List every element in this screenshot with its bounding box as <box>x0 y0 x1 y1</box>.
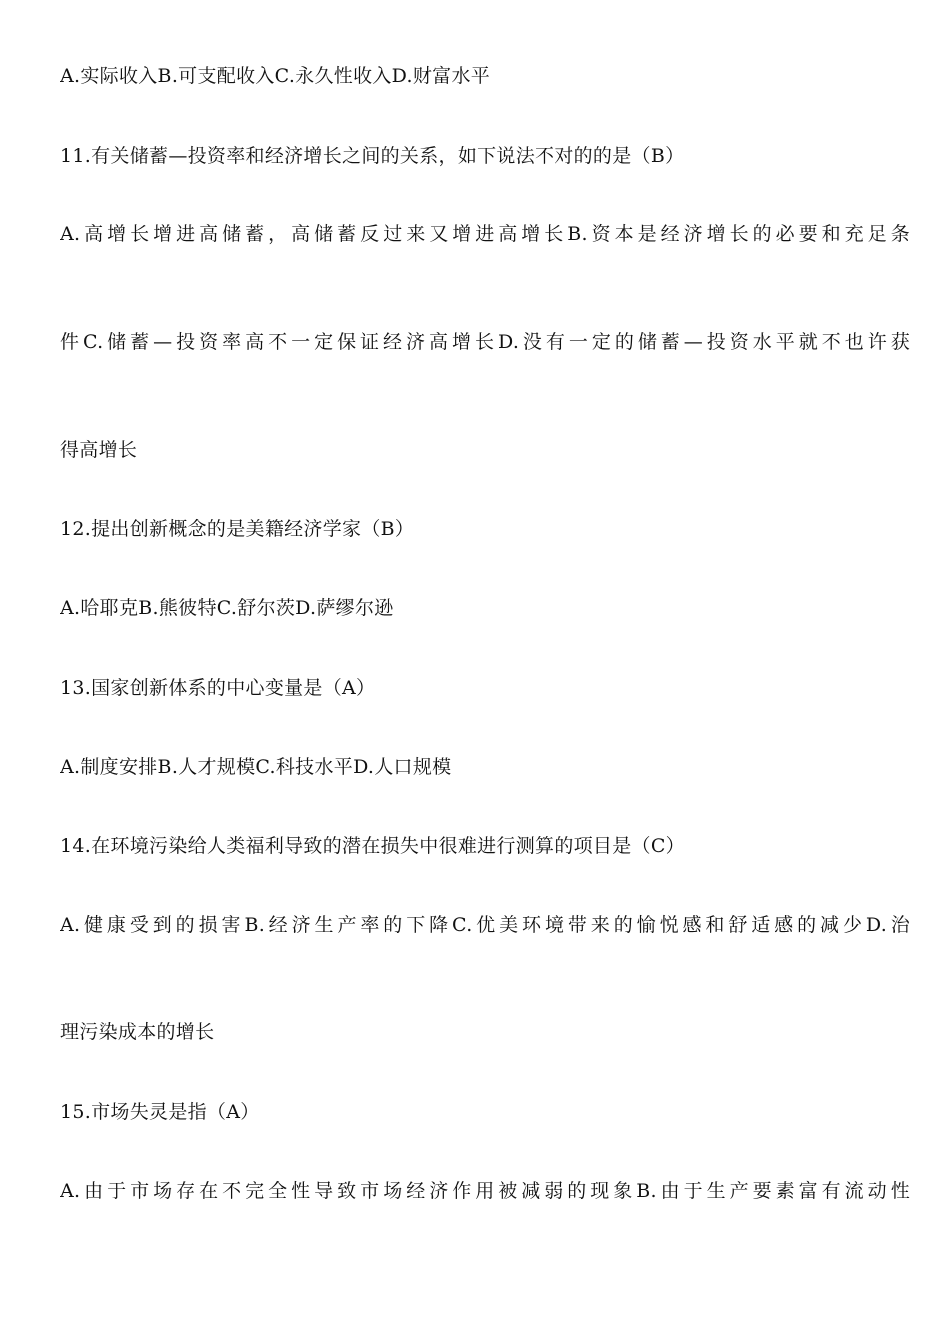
q11-options-line2: 件C.储蓄—投资率高不一定保证经济高增长D.没有一定的储蓄—投资水平就不也许获 <box>60 331 910 353</box>
q12-question: 12.提出创新概念的是美籍经济学家（B） <box>60 518 415 540</box>
q14-question: 14.在环境污染给人类福利导致的潜在损失中很难进行测算的项目是（C） <box>60 835 685 857</box>
q11-options-line3: 得高增长 <box>60 439 138 461</box>
q13-question: 13.国家创新体系的中心变量是（A） <box>60 677 376 699</box>
q15-question: 15.市场失灵是指（A） <box>60 1101 260 1123</box>
q11-options-line1: A.高增长增进高储蓄，高储蓄反过来又增进高增长B.资本是经济增长的必要和充足条 <box>60 223 910 245</box>
q13-options: A.制度安排B.人才规模C.科技水平D.人口规模 <box>60 756 452 778</box>
q10-options: A.实际收入B.可支配收入C.永久性收入D.财富水平 <box>60 65 491 87</box>
q14-options-line1: A.健康受到的损害B.经济生产率的下降C.优美环境带来的愉悦感和舒适感的减少D.治 <box>60 914 910 936</box>
q14-options-line2: 理污染成本的增长 <box>60 1021 215 1043</box>
q12-options: A.哈耶克B.熊彼特C.舒尔茨D.萨缪尔逊 <box>60 597 394 619</box>
q15-options-line1: A.由于市场存在不完全性导致市场经济作用被减弱的现象B.由于生产要素富有流动性 <box>60 1180 910 1202</box>
q11-question: 11.有关储蓄—投资率和经济增长之间的关系，如下说法不对的的是（B） <box>60 145 685 167</box>
